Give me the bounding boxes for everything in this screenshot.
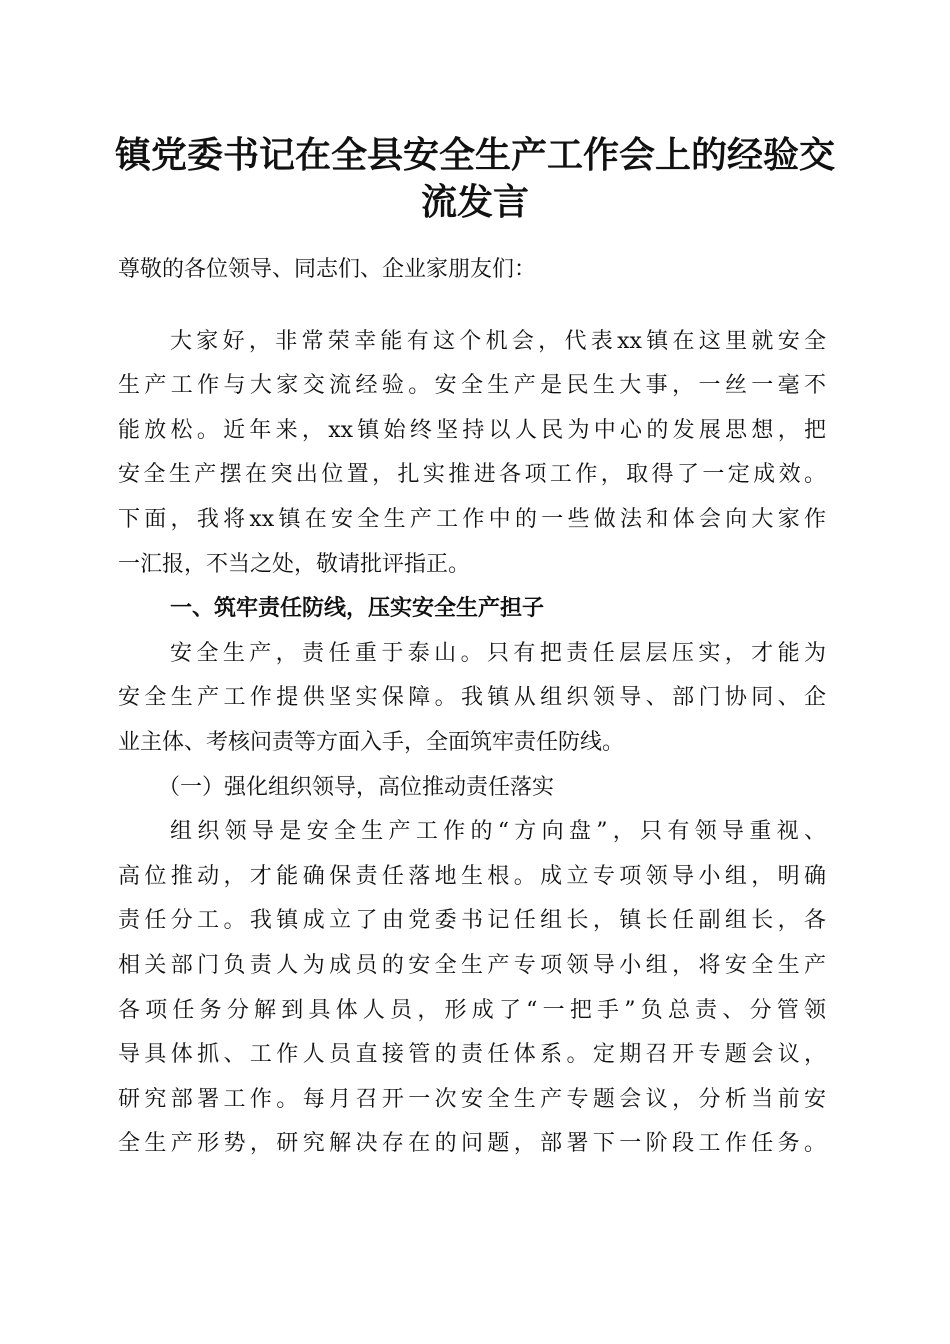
text-line: 下面，我将xx镇在安全生产工作中的一些做法和体会向大家作 (118, 506, 826, 532)
text-line: 生产工作与大家交流经验。安全生产是民生大事，一丝一毫不 (118, 373, 826, 399)
paragraph-intro (118, 320, 826, 588)
text-line: 业主体、考核问责等方面入手，全面筑牢责任防线。 (118, 729, 625, 755)
text-line: 组织领导是安全生产工作的“方向盘”，只有领导重视、 (170, 819, 826, 845)
text-line: 相关部门负责人为成员的安全生产专项领导小组，将安全生产 (118, 952, 826, 978)
text-line: 安全生产工作提供坚实保障。我镇从组织领导、部门协同、企 (118, 685, 826, 711)
text-line: 研究部署工作。每月召开一次安全生产专题会议，分析当前安 (118, 1086, 826, 1112)
document-body (118, 248, 826, 1167)
subsection-heading: （一）强化组织领导，高位推动责任落实 (158, 774, 555, 800)
document-title (100, 132, 850, 226)
paragraph-responsibility (118, 632, 826, 766)
section-heading: 一、筑牢责任防线，压实安全生产担子 (170, 596, 545, 622)
text-line: 全生产形势，研究解决存在的问题，部署下一阶段工作任务。 (118, 1131, 826, 1157)
text-line: 导具体抓、工作人员直接管的责任体系。定期召开专题会议， (118, 1042, 826, 1068)
title-line: 流发言 (420, 181, 529, 223)
text-line: 各项任务分解到具体人员，形成了“一把手”负总责、分管领 (118, 997, 826, 1023)
text-line: 安全生产，责任重于泰山。只有把责任层层压实，才能为 (170, 640, 826, 666)
text-line: 高位推动，才能确保责任落地生根。成立专项领导小组，明确 (118, 863, 826, 889)
text-line: 安全生产摆在突出位置，扎实推进各项工作，取得了一定成效。 (118, 462, 826, 488)
text-line: 责任分工。我镇成立了由党委书记任组长，镇长任副组长，各 (118, 908, 826, 934)
paragraph-leadership (118, 810, 826, 1167)
title-line: 镇党委书记在全县安全生产工作会上的经验交 (114, 134, 835, 176)
text-line: 一汇报，不当之处，敬请批评指正。 (118, 551, 471, 577)
text-line: 能放松。近年来，xx镇始终坚持以人民为中心的发展思想，把 (118, 417, 826, 443)
greeting: 尊敬的各位领导、同志们、企业家朋友们： (118, 257, 537, 282)
text-line: 大家好，非常荣幸能有这个机会，代表xx镇在这里就安全 (170, 328, 826, 354)
